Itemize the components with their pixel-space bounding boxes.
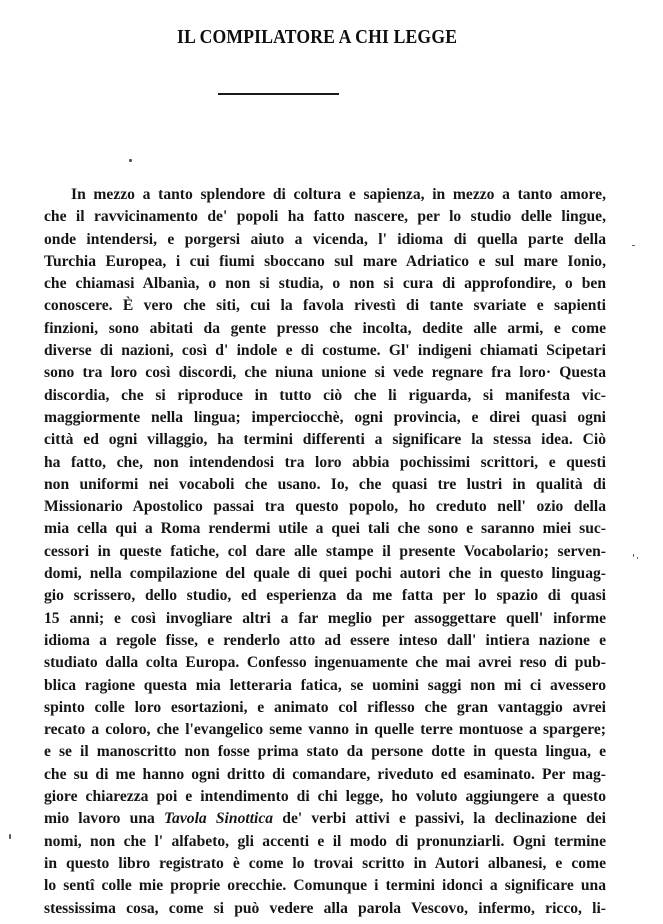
preface-body: [44, 184, 606, 920]
text-line: gio scrissero, dello studio, ed esperienza da me fatta per lo spazio di quasi: [44, 586, 606, 605]
text-line: maggiormente nella lingua; imperciocchè, ogni provincia, e direi quasi ogni: [44, 408, 606, 427]
text-line-with-italic: [44, 808, 606, 831]
text-line: in questo libro registrato è come lo trovai scritto in Autori albanesi, e come: [44, 854, 606, 873]
text-line: che il ravvicinamento de' popoli ha fatto nascere, per lo studio delle lingue,: [44, 207, 606, 226]
scan-speck: [129, 159, 132, 162]
text-line: Turchia Europea, i cui fiumi sboccano sul mare Adriatico e sul mare Ionio,: [44, 252, 606, 271]
text-line: che chiamasi Albanìa, o non si studia, o non si cura di approfondire, o ben: [44, 274, 606, 293]
text-line: recato a coloro, che l'evangelico seme vanno in quelle terre montuose a spargere;: [44, 720, 606, 739]
text-line: mia cella qui a Roma rendermi utile a quei tali che sono e saranno miei suc-: [44, 520, 606, 538]
text-line: domi, nella compilazione del quale di quei pochi autori che in questo linguag-: [44, 564, 606, 583]
text-line: e se il manoscritto non fosse prima stato da persone dotte in questa lingua, e: [44, 743, 606, 761]
scan-speck: [9, 834, 11, 839]
text-line: spinto colle loro esortazioni, e animato col riflesso che gran vantaggio avrei: [44, 698, 606, 717]
text-line: non uniformi nei vocaboli che usano. Io, che quasi tre lustri in qualità di: [44, 475, 606, 494]
text-line: ha fatto, che, non intendendosi tra loro abbia pochissimi scrittori, e questi: [44, 453, 606, 471]
scan-speck: [633, 554, 634, 557]
text-line: sono tra loro così discordi, che niuna unione si vede regnare fra loro· Questa: [44, 364, 606, 382]
text-line: Missionario Apostolico passai tra questo popolo, ho creduto nell' ozio della: [44, 497, 606, 516]
text-line: finzioni, sono abitati da gente presso che incolta, dedite alle armi, e come: [44, 319, 606, 338]
text-line: nomi, non che l' alfabeto, gli accenti e il modo di pronunziarli. Ogni termine: [44, 832, 606, 850]
text-line: stessissima cosa, come si può vedere alla parola Vescovo, infermo, ricco, li-: [44, 899, 606, 917]
text-line: blica ragione questa mia letteraria fatica, se uomini saggi non mi ci avessero: [44, 676, 606, 694]
text-line: studiato dalla colta Europa. Confesso ingenuamente che mai avrei reso di pub-: [44, 653, 606, 672]
text-line: In mezzo a tanto splendore di coltura e sapienza, in mezzo a tanto amore,: [71, 185, 606, 204]
scan-speck: [637, 557, 638, 559]
scan-speck: [632, 245, 635, 246]
text-line: diverse di nazioni, così d' indole e di costume. Gl' indigeni chiamati Scipetari: [44, 341, 606, 360]
page-title: IL COMPILATORE A CHI LEGGE: [177, 26, 458, 48]
text-line: giore chiarezza poi e intendimento di chi legge, ho voluto aggiungere a questo: [44, 787, 606, 806]
text-segment: mio lavoro una: [44, 809, 164, 828]
text-line: conoscere. È vero che siti, cui la favola rivestì di tante svariate e sapienti: [44, 297, 606, 315]
text-line: cessori in queste fatiche, col dare alle stampe il presente Vocabolario; serven-: [44, 542, 606, 561]
title-rule-divider: [218, 93, 339, 95]
text-line: città ed ogni villaggio, ha termini differenti a significare la stessa idea. Ciò: [44, 430, 606, 449]
text-line: che su di me hanno ogni dritto di comandare, riveduto ed esaminato. Per mag-: [44, 765, 606, 784]
text-line: lo sentî colle mie proprie orecchie. Comunque i termini idonci a significare una: [44, 876, 606, 895]
text-line: 15 anni; e così invogliare altri a far meglio per assoggettare quell' informe: [44, 609, 606, 627]
text-line: discordia, che si riproduce in tutto ciò che li riguarda, si manifesta vic-: [44, 386, 606, 404]
text-line: idioma a regole fisse, e renderlo atto ad essere inteso dall' intiera nazione e: [44, 631, 606, 650]
text-segment: de' verbi attivi e passivi, la declinazione dei: [273, 809, 606, 828]
text-line: onde intendersi, e porgersi aiuto a vicenda, l' idioma di quella parte della: [44, 230, 606, 248]
italic-title-tavola-sinottica: Tavola Sinottica: [163, 809, 274, 828]
